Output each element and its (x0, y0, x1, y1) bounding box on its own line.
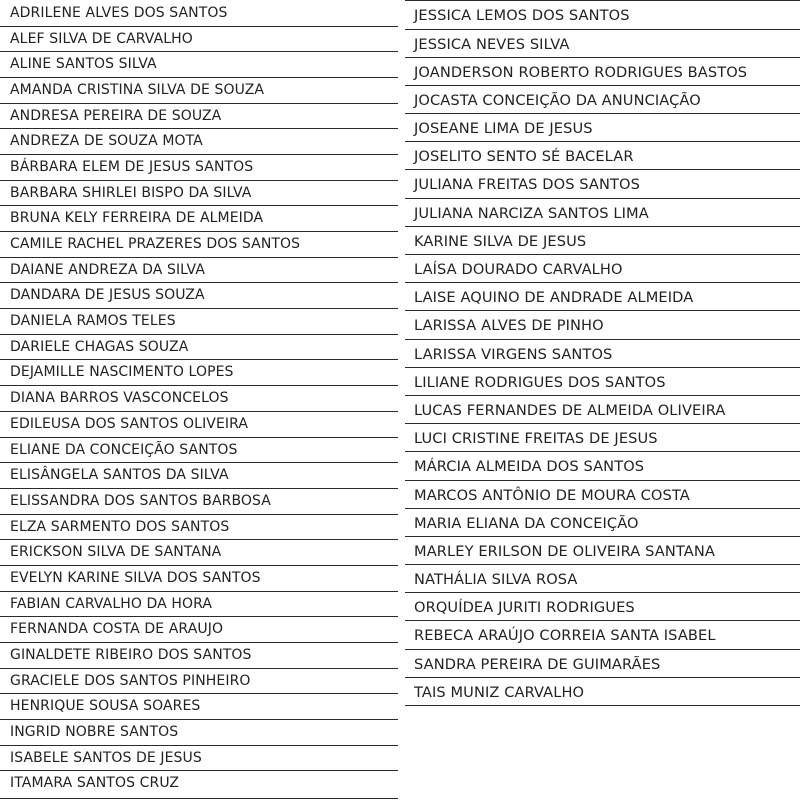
name-row: JULIANA FREITAS DOS SANTOS (405, 170, 800, 198)
name-row: MARIA ELIANA DA CONCEIÇÃO (405, 509, 800, 537)
name-row: ALINE SANTOS SILVA (0, 52, 398, 78)
names-list-left (0, 0, 398, 799)
name-row: JESSICA NEVES SILVA (405, 30, 800, 58)
name-row: FERNANDA COSTA DE ARAUJO (0, 617, 398, 643)
name-row: JESSICA LEMOS DOS SANTOS (405, 0, 800, 30)
name-row: SANDRA PEREIRA DE GUIMARÃES (405, 650, 800, 678)
name-row: LAÍSA DOURADO CARVALHO (405, 255, 800, 283)
column-gap (398, 0, 405, 800)
name-row: KARINE SILVA DE JESUS (405, 227, 800, 255)
name-row: GRACIELE DOS SANTOS PINHEIRO (0, 669, 398, 695)
name-row: JULIANA NARCIZA SANTOS LIMA (405, 199, 800, 227)
name-row: DAIANE ANDREZA DA SILVA (0, 258, 398, 284)
name-row: JOSELITO SENTO SÉ BACELAR (405, 142, 800, 170)
name-row: HENRIQUE SOUSA SOARES (0, 694, 398, 720)
name-row: CAMILE RACHEL PRAZERES DOS SANTOS (0, 232, 398, 258)
name-row: FABIAN CARVALHO DA HORA (0, 592, 398, 618)
name-row: BARBARA SHIRLEI BISPO DA SILVA (0, 181, 398, 207)
name-row: DANIELA RAMOS TELES (0, 309, 398, 335)
name-row: TAIS MUNIZ CARVALHO (405, 678, 800, 706)
name-row: ADRILENE ALVES DOS SANTOS (0, 0, 398, 27)
name-row: ELISSANDRA DOS SANTOS BARBOSA (0, 489, 398, 515)
name-row: MARLEY ERILSON DE OLIVEIRA SANTANA (405, 537, 800, 565)
name-row: LAISE AQUINO DE ANDRADE ALMEIDA (405, 283, 800, 311)
name-row: LUCI CRISTINE FREITAS DE JESUS (405, 424, 800, 452)
name-row: ITAMARA SANTOS CRUZ (0, 771, 398, 799)
name-row: LUCAS FERNANDES DE ALMEIDA OLIVEIRA (405, 396, 800, 424)
name-row: ALEF SILVA DE CARVALHO (0, 27, 398, 53)
name-row: JOANDERSON ROBERTO RODRIGUES BASTOS (405, 58, 800, 86)
name-row: ERICKSON SILVA DE SANTANA (0, 540, 398, 566)
name-row: NATHÁLIA SILVA ROSA (405, 565, 800, 593)
name-row: GINALDETE RIBEIRO DOS SANTOS (0, 643, 398, 669)
name-row: REBECA ARAÚJO CORREIA SANTA ISABEL (405, 621, 800, 649)
name-row: ELISÂNGELA SANTOS DA SILVA (0, 463, 398, 489)
name-row: LARISSA VIRGENS SANTOS (405, 340, 800, 368)
name-row: BÁRBARA ELEM DE JESUS SANTOS (0, 155, 398, 181)
name-row: ELZA SARMENTO DOS SANTOS (0, 515, 398, 541)
name-row: ANDRESA PEREIRA DE SOUZA (0, 104, 398, 130)
name-row: EDILEUSA DOS SANTOS OLIVEIRA (0, 412, 398, 438)
name-row: ELIANE DA CONCEIÇÃO SANTOS (0, 438, 398, 464)
name-row: JOCASTA CONCEIÇÃO DA ANUNCIAÇÃO (405, 86, 800, 114)
name-row: ANDREZA DE SOUZA MOTA (0, 129, 398, 155)
name-row: LILIANE RODRIGUES DOS SANTOS (405, 368, 800, 396)
names-list-right (405, 0, 800, 706)
name-row: DIANA BARROS VASCONCELOS (0, 386, 398, 412)
name-row: ORQUÍDEA JURITI RODRIGUES (405, 593, 800, 621)
name-row: JOSEANE LIMA DE JESUS (405, 114, 800, 142)
name-row: MARCOS ANTÔNIO DE MOURA COSTA (405, 481, 800, 509)
name-row: AMANDA CRISTINA SILVA DE SOUZA (0, 78, 398, 104)
name-row: MÁRCIA ALMEIDA DOS SANTOS (405, 452, 800, 480)
name-row: DEJAMILLE NASCIMENTO LOPES (0, 360, 398, 386)
name-row: LARISSA ALVES DE PINHO (405, 311, 800, 339)
name-row: ISABELE SANTOS DE JESUS (0, 746, 398, 772)
name-row: EVELYN KARINE SILVA DOS SANTOS (0, 566, 398, 592)
name-row: BRUNA KELY FERREIRA DE ALMEIDA (0, 206, 398, 232)
name-row: DARIELE CHAGAS SOUZA (0, 335, 398, 361)
name-row: INGRID NOBRE SANTOS (0, 720, 398, 746)
name-row: DANDARA DE JESUS SOUZA (0, 283, 398, 309)
